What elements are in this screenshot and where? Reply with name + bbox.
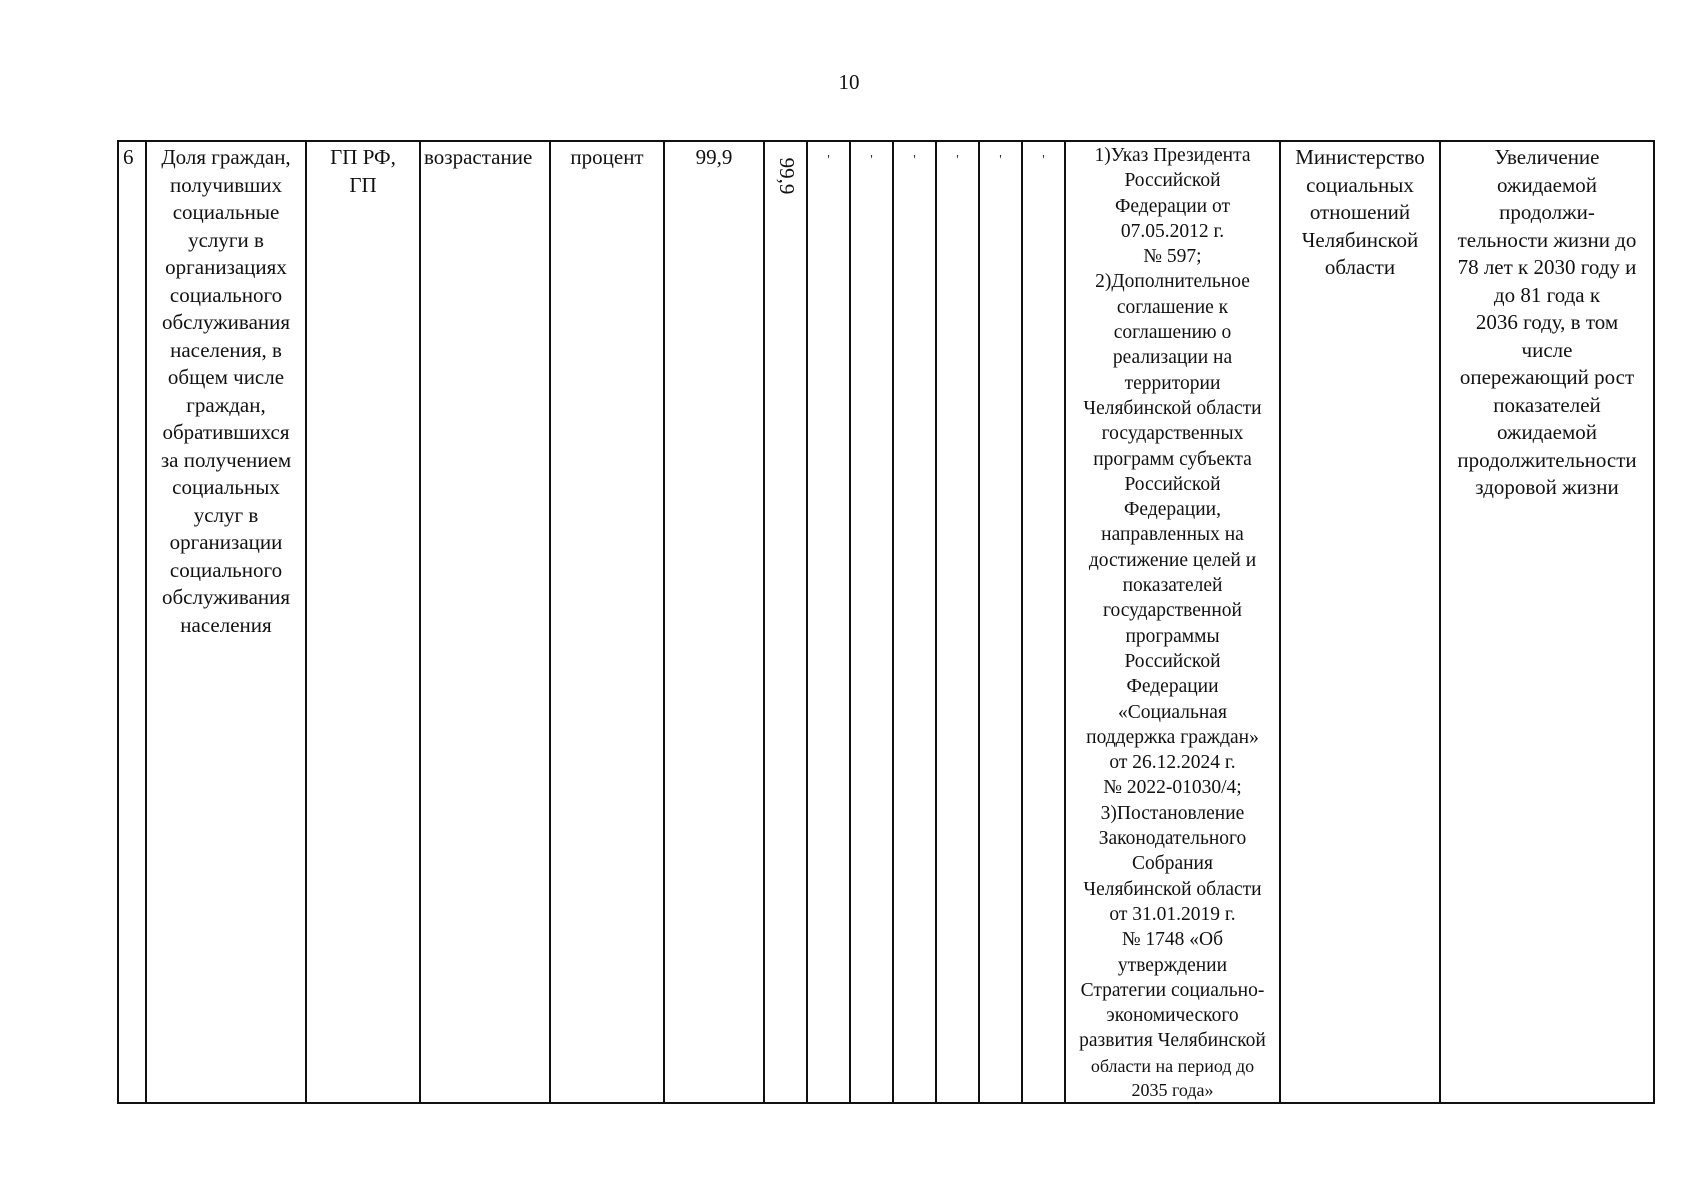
goal-line: ожидаемой [1496, 172, 1598, 197]
goal-line: опережающий рост [1459, 365, 1635, 389]
basis-line: показателей [1122, 575, 1223, 597]
basis-line: Челябинской области [1083, 878, 1262, 900]
indicator-unit: процент [550, 141, 664, 1103]
goal-line: числе [1521, 337, 1573, 362]
dash-mark: ' [870, 153, 873, 168]
basis-line: «Социальная [1118, 701, 1227, 723]
indicator-line: Доля граждан, [161, 145, 291, 169]
dash-mark: ' [827, 153, 830, 168]
year-value-cell [764, 141, 807, 1103]
empty-year-cell [807, 141, 850, 1103]
responsible-line: области [1324, 255, 1396, 279]
basis-line: достижение целей и [1088, 549, 1257, 571]
basis-line: развития Челябинской [1079, 1030, 1266, 1052]
basis-line: области на период до [1090, 1055, 1255, 1076]
basis-line: 07.05.2012 г. [1120, 220, 1225, 242]
goal-line: 2036 году, в том [1475, 310, 1619, 334]
indicator-line: социального [169, 282, 283, 307]
legal-basis [1065, 141, 1280, 1103]
indicator-name [146, 141, 306, 1103]
responsible-line: Министерство [1295, 145, 1425, 169]
goal-line: показателей [1493, 392, 1601, 417]
empty-year-cell [1022, 141, 1065, 1103]
indicator-line: услуги в [188, 227, 264, 252]
responsible-line: социальных [1306, 172, 1414, 197]
basis-line: государственных [1101, 423, 1244, 445]
basis-line: от 26.12.2024 г. [1109, 752, 1236, 774]
basis-line: утверждении [1117, 954, 1228, 976]
goal-line: здоровой жизни [1475, 475, 1619, 499]
basis-line: Законодательного [1098, 828, 1247, 850]
indicator-line: населения, в [170, 337, 282, 362]
basis-line: № 2022-01030/4; [1103, 777, 1242, 799]
goal-line: 78 лет к 2030 году и [1457, 255, 1637, 279]
basis-line: экономического [1106, 1005, 1239, 1027]
goal-line: до 81 года к [1493, 282, 1601, 307]
dash-mark: ' [913, 153, 916, 168]
page-number: 10 [838, 70, 860, 94]
base-value: 99,9 [664, 141, 764, 1103]
indicator-line: социального [169, 557, 283, 582]
indicator-line: обслуживания [161, 585, 291, 609]
goal-line: тельности жизни до [1457, 227, 1637, 252]
dash-mark: ' [1042, 153, 1045, 168]
indicator-level [306, 141, 420, 1103]
basis-line: № 597; [1143, 246, 1202, 268]
dash-mark: ' [999, 153, 1002, 168]
basis-line: Стратегии социально- [1080, 979, 1265, 1001]
basis-line: 2035 года» [1131, 1079, 1214, 1100]
goal-line: ожидаемой [1496, 420, 1598, 444]
basis-line: направленных на [1101, 524, 1244, 546]
indicator-line: услуг в [193, 502, 259, 527]
basis-line: Федерации [1126, 676, 1219, 698]
indicator-line: получивших [169, 172, 283, 197]
basis-line: государственной [1103, 600, 1242, 622]
basis-line: соглашению о [1113, 322, 1232, 344]
basis-line: программы [1125, 625, 1220, 647]
basis-line: реализации на [1112, 347, 1233, 369]
table-row [118, 141, 1654, 1103]
basis-line: Федерации, [1124, 499, 1221, 521]
responsible-line: отношений [1309, 200, 1411, 224]
indicator-line: организациях [165, 255, 287, 279]
basis-line: Российской [1124, 650, 1221, 672]
year-value-rotated: 99,9 [774, 157, 799, 195]
responsible-line: Челябинской [1301, 227, 1419, 252]
goal-line: продолжи- [1499, 200, 1595, 224]
empty-year-cell [936, 141, 979, 1103]
indicator-line: обратившихся [162, 420, 290, 444]
basis-line: территории [1124, 372, 1221, 394]
basis-line: 3)Постановление [1100, 802, 1245, 824]
indicator-line: за получением [160, 447, 292, 472]
goal-line: продолжительности [1457, 447, 1637, 472]
basis-line: Российской [1124, 473, 1221, 495]
empty-year-cell [893, 141, 936, 1103]
basis-line: программ субъекта [1093, 448, 1252, 470]
level-line: ГП РФ, [330, 145, 396, 169]
basis-line: Российской [1124, 170, 1221, 192]
level-line: ГП [349, 172, 377, 197]
indicator-table [117, 140, 1655, 1104]
basis-line: 1)Указ Президента [1094, 145, 1251, 166]
dash-mark: ' [956, 153, 959, 168]
basis-line: поддержка граждан» [1086, 726, 1259, 748]
responsible-executor [1280, 141, 1440, 1103]
indicator-line: социальных [172, 475, 280, 499]
indicator-line: социальные [172, 200, 280, 224]
basis-line: 2)Дополнительное [1095, 271, 1250, 293]
basis-line: Федерации от [1115, 195, 1230, 217]
basis-line: Собрания [1132, 853, 1213, 875]
indicator-line: организации [169, 530, 283, 554]
indicator-line: общем числе [167, 365, 285, 389]
indicator-line: населения [180, 612, 272, 637]
indicator-line: граждан, [186, 392, 266, 417]
basis-line: от 31.01.2019 г. [1109, 903, 1236, 925]
empty-year-cell [979, 141, 1022, 1103]
basis-line: соглашение к [1116, 296, 1229, 318]
national-goal [1440, 141, 1654, 1103]
row-index: 6 [118, 141, 146, 1103]
basis-line: № 1748 «Об [1121, 929, 1224, 951]
goal-line: Увеличение [1494, 145, 1600, 169]
empty-year-cell [850, 141, 893, 1103]
indicator-trend: возрастание [420, 141, 550, 1103]
indicator-line: обслуживания [161, 310, 291, 334]
basis-line: Челябинской области [1083, 397, 1262, 419]
